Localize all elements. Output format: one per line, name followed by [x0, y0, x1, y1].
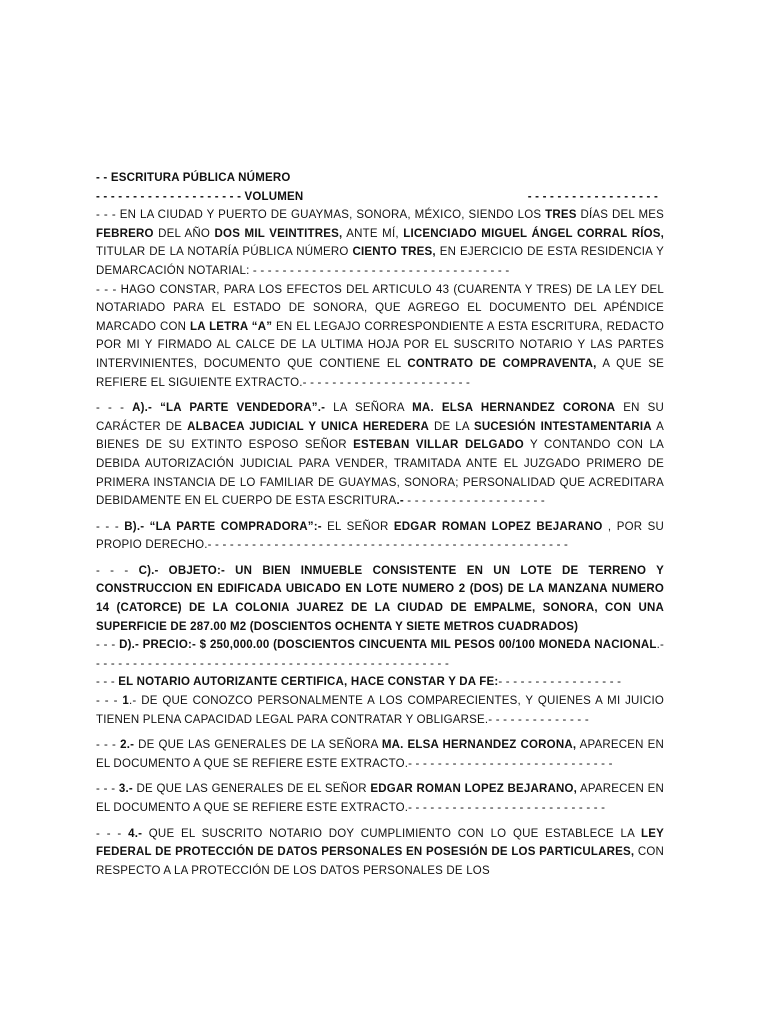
seller-name: MA. ELSA HERNANDEZ CORONA [412, 402, 616, 415]
deed-number-heading: - - ESCRITURA PÚBLICA NÚMERO [96, 172, 291, 184]
certification-item-1: - - - 1.- DE QUE CONOZCO PERSONALMENTE A LOS COMPARECIENTES, Y QUIENES A MI JUICIO TIENEN PLENA CAPACIDAD LEGAL PARA CONTRATAR Y OBLIGARSE.- - - - - - - - - - - - - - [96, 695, 664, 726]
paragraph-hago-constar: - - - HAGO CONSTAR, PARA LOS EFECTOS DEL ARTICULO 43 (CUARENTA Y TRES) DE LA LEY DEL NOTARIADO PARA EL ESTADO DE SONORA, QUE AGREGO EL DOCUMENTO DEL APÉNDICE MARCADO CON LA LETRA “A” EN EL LEGAJO CORRESPONDIENTE A ESTA ESCRITURA, REDACTO POR MI Y FIRMADO AL CALCE DE LA ULTIMA HOJA POR EL SUSCRITO NOTARIO Y LAS PARTES INTERVINIENTES, DOCUMENTO QUE CONTIENE EL CONTRATO DE COMPRAVENTA, A QUE SE REFIERE EL SIGUIENTE EXTRACTO.- - - - - - - - - - - - - - - - - - - - - - - [96, 283, 664, 389]
certification-item-2: - - - 2.- DE QUE LAS GENERALES DE LA SEÑORA MA. ELSA HERNANDEZ CORONA, APARECEN EN EL DOCUMENTO A QUE SE REFIERE ESTE EXTRACTO.- - - - - - - - - - - - - - - - - - - - - - - - - - - - [96, 739, 665, 770]
volume-line [96, 188, 664, 207]
paragraph-object: - - - C).- OBJETO:- UN BIEN INMUEBLE CONSISTENTE EN UN LOTE DE TERRENO Y CONSTRUCCION EN EDIFICADA UBICADO EN LOTE NUMERO 2 (DOS) DE LA MANZANA NUMERO 14 (CATORCE) DE LA COLONIA JUAREZ DE LA CIUDAD DE EMPALME, SONORA, CON UNA SUPERFICIE DE 287.00 M2 (DOSCIENTOS OCHENTA Y SIETE METROS CUADRADOS) [96, 564, 664, 633]
paragraph-price: - - - D).- PRECIO:- $ 250,000.00 (DOSCIENTOS CINCUENTA MIL PESOS 00/100 MONEDA NACIONAL.- - - - - - - - - - - - - - - - - - - - - - - - - - - - - - - - - - - - - - - - - - - - - - - - - [96, 639, 664, 670]
buyer-name: EDGAR ROMAN LOPEZ BEJARANO [393, 520, 603, 533]
paragraph-opening: - - - EN LA CIUDAD Y PUERTO DE GUAYMAS, SONORA, MÉXICO, SIENDO LOS TRES DÍAS DEL MES FEBRERO DEL AÑO DOS MIL VEINTITRES, ANTE MÍ, LICENCIADO MIGUEL ÁNGEL CORRAL RÍOS, TITULAR DE LA NOTARÍA PÚBLICA NÚMERO CIENTO TRES, EN EJERCICIO DE ESTA RESIDENCIA Y DEMARCACIÓN NOTARIAL: - - - - - - - - - - - - - - - - - - - - - - - - - - - - - - - - - - - [96, 209, 665, 277]
paragraph-buyer: - - - B).- “LA PARTE COMPRADORA”:- EL SEÑOR EDGAR ROMAN LOPEZ BEJARANO , POR SU PROPIO DERECHO.- - - - - - - - - - - - - - - - - - - - - - - - - - - - - - - - - - - - - - - - - - - - - - - - - [96, 520, 665, 552]
notary-name: LICENCIADO MIGUEL ÁNGEL CORRAL RÍOS, [403, 227, 665, 240]
volume-label: - - - - - - - - - - - - - - - - - - - - VOLUMEN [96, 190, 304, 203]
certification-item-4: - - - 4.- QUE EL SUSCRITO NOTARIO DOY CUMPLIMIENTO CON LO QUE ESTABLECE LA LEY FEDERAL DE PROTECCIÓN DE DATOS PERSONALES EN POSESIÓN DE LOS PARTICULARES, CON RESPECTO A LA PROTECCIÓN DE LOS DATOS PERSONALES DE LOS [96, 827, 664, 877]
document-body [96, 169, 664, 880]
price-value: D).- PRECIO:- $ 250,000.00 (DOSCIENTOS CINCUENTA MIL PESOS 00/100 MONEDA NACIONAL [119, 639, 657, 652]
certification-item-3: - - - 3.- DE QUE LAS GENERALES DE EL SEÑOR EDGAR ROMAN LOPEZ BEJARANO, APARECEN EN EL DOCUMENTO A QUE SE REFIERE ESTE EXTRACTO.- - - - - - - - - - - - - - - - - - - - - - - - - - - [96, 783, 665, 814]
paragraph-certifies: - - - EL NOTARIO AUTORIZANTE CERTIFICA, HACE CONSTAR Y DA FE:- - - - - - - - - - - - - - - - - [96, 676, 622, 689]
volume-filler: - - - - - - - - - - - - - - - - - - [527, 190, 658, 203]
paragraph-seller: - - - A).- “LA PARTE VENDEDORA”.- LA SEÑORA MA. ELSA HERNANDEZ CORONA EN SU CARÁCTER DE ALBACEA JUDICIAL Y UNICA HEREDERA DE LA SUCESIÓN INTESTAMENTARIA A BIENES DE SU EXTINTO ESPOSO SEÑOR ESTEBAN VILLAR DELGADO Y CONTANDO CON LA DEBIDA AUTORIZACIÓN JUDICIAL PARA VENDER, TRAMITADA ANTE EL JUZGADO PRIMERO DE PRIMERA INSTANCIA DE LO FAMILIAR DE GUAYMAS, SONORA; PERSONALIDAD QUE ACREDITARA DEBIDAMENTE EN EL CUERPO DE ESTA ESCRITURA.- - - - - - - - - - - - - - - - - - - - [96, 402, 664, 508]
